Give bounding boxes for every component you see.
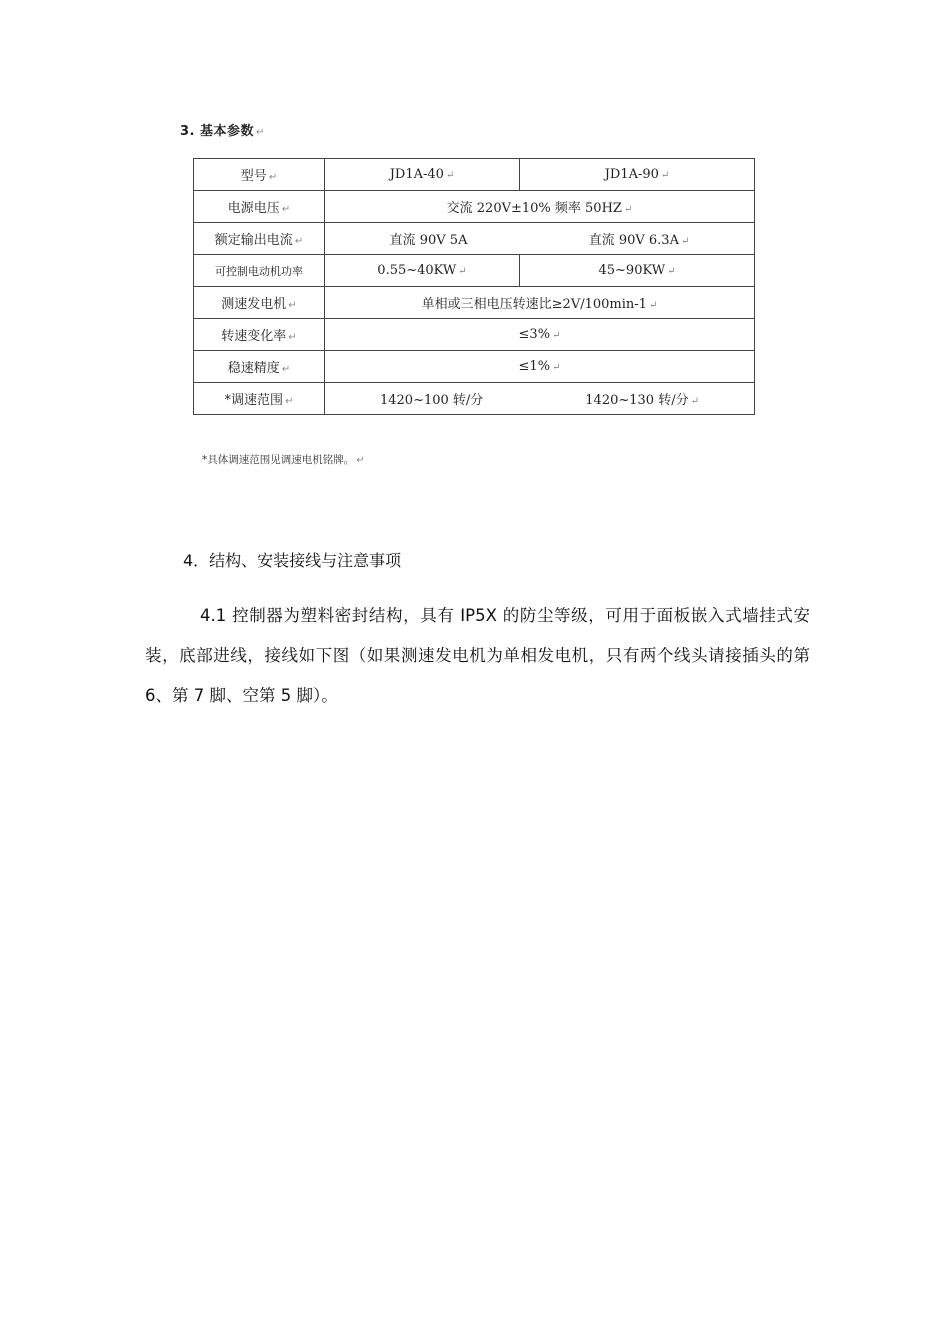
table-cell-label [194,159,325,191]
table-cell [325,223,755,255]
return-mark-icon: ↵ [294,236,304,247]
return-mark-icon: ↵ [552,362,561,373]
return-mark-icon: ↵ [680,236,690,247]
row-label: 稳速精度 [227,361,280,376]
section-4-heading: 4．结构、安装接线与注意事项 [183,551,402,570]
return-mark-icon: ↵ [667,266,676,277]
table-row [194,191,755,223]
row-value: ≤1% [518,359,551,374]
row-value: 0.55~40KW [377,263,457,278]
table-footnote [202,452,365,467]
footnote-text: *具体调速范围见调速电机铭牌。 [202,454,355,466]
return-mark-icon: ↵ [256,127,265,138]
return-mark-icon: ↵ [648,300,658,311]
table-row [194,159,755,191]
section-3-title [180,120,265,139]
model-jd1a-40: JD1A-40 [389,167,444,182]
return-mark-icon: ↵ [356,455,365,466]
table-row [194,255,755,287]
return-mark-icon: ↵ [552,330,561,341]
row-value: 45~90KW [598,263,666,278]
row-value: 直流 90V 6.3A [588,233,679,248]
section-3-title-text: 3. 基本参数 [180,124,255,139]
row-value: 1420~100 转/分 [379,393,484,408]
table-cell [325,383,755,415]
table-row [194,383,755,415]
table-cell [325,351,755,383]
table-row [194,351,755,383]
table-cell-label [194,351,325,383]
table-cell-label [194,255,325,287]
return-mark-icon: ↵ [458,266,467,277]
section-4-1-paragraph: 4.1 控制器为塑料密封结构，具有 IP5X 的防尘等级，可用于面板嵌入式墙挂式安装，底部进线，接线如下图（如果测速发电机为单相发电机，只有两个线头请接插头的第 6、第 7 脚、空第 5 脚）。 [145,606,810,705]
basic-parameters-table [193,158,755,415]
row-value: 交流 220V±10% 频率 50HZ [446,201,622,216]
row-label: 测速发电机 [221,297,287,312]
table-row [194,319,755,351]
row-value: 1420~130 转/分 [585,393,689,408]
table-cell-label [194,319,325,351]
table-cell-label [194,191,325,223]
header-label: 型号 [240,169,267,184]
table-cell [325,319,755,351]
row-label: 转速变化率 [221,329,287,344]
row-label: 电源电压 [227,201,280,216]
table-row [194,287,755,319]
model-jd1a-90: JD1A-90 [604,167,659,182]
table-cell [520,255,755,287]
return-mark-icon: ↵ [288,332,297,343]
row-value: ≤3% [518,327,551,342]
row-label: 可控制电动机功率 [215,264,303,278]
return-mark-icon: ↵ [281,204,291,215]
table-cell-label [194,223,325,255]
table-cell [520,159,755,191]
return-mark-icon: ↵ [288,300,297,311]
return-mark-icon: ↵ [660,170,670,181]
table-cell [325,191,755,223]
row-value: 单相或三相电压转速比≥2V/100min-1 [421,297,647,312]
table-cell [325,255,520,287]
return-mark-icon: ↵ [281,364,291,375]
return-mark-icon: ↵ [268,172,278,183]
row-label: 额定输出电流 [214,233,293,248]
table-cell [325,287,755,319]
return-mark-icon: ↵ [623,204,633,215]
table-row [194,223,755,255]
table-cell-label [194,383,325,415]
table-cell-label [194,287,325,319]
return-mark-icon: ↵ [285,396,294,407]
row-label: *调速范围 [224,393,284,408]
row-value: 直流 90V 5A [389,233,468,248]
table-cell [325,159,520,191]
return-mark-icon: ↵ [445,170,455,181]
return-mark-icon: ↵ [690,396,699,407]
